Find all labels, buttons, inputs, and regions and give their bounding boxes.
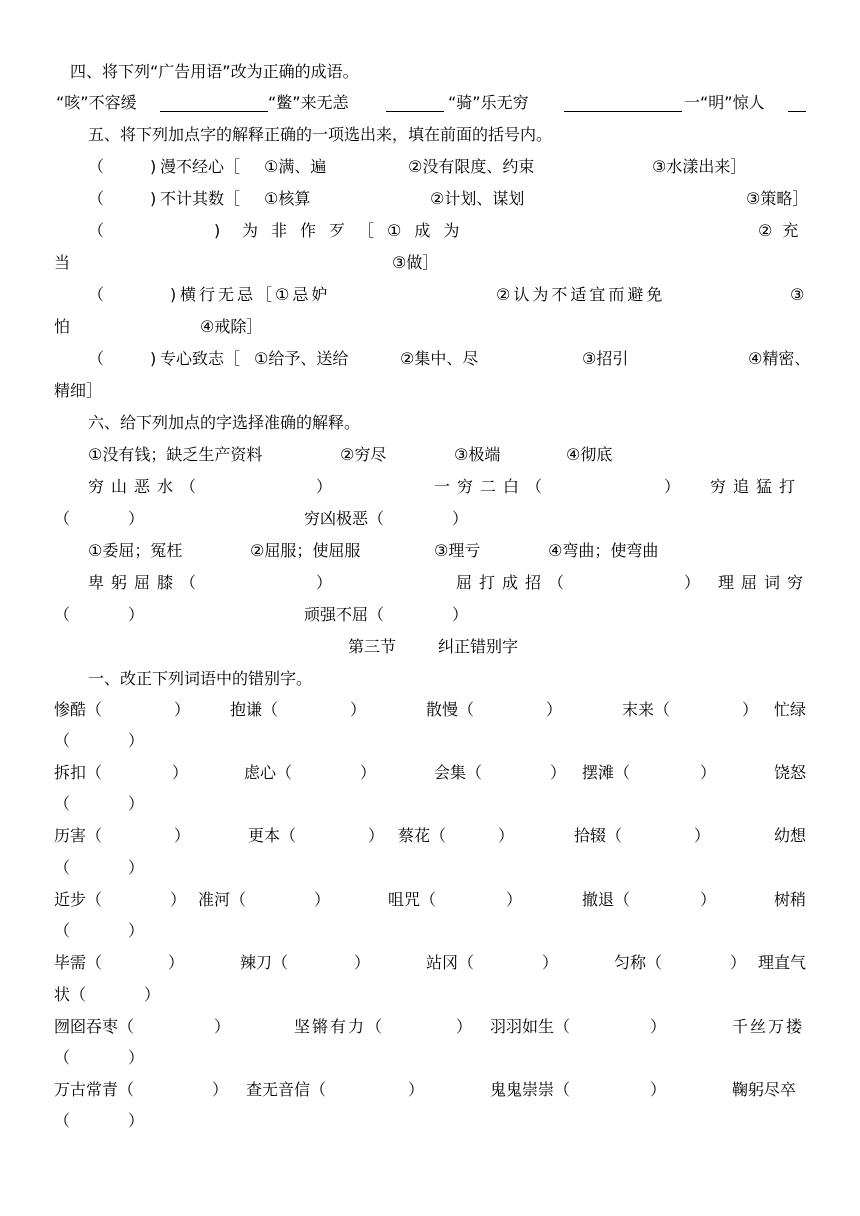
word-item: 鬼鬼崇崇（ <box>490 1080 571 1099</box>
paren-open: （ <box>88 349 105 368</box>
paren-open: （ <box>88 221 105 240</box>
option: ①满、遍 <box>264 157 327 176</box>
word-item: 顽强不屈（ <box>304 605 385 624</box>
option: ③ <box>790 285 805 304</box>
word-item: 会集（ <box>434 763 483 782</box>
option: ②没有限度、约束 <box>408 157 535 176</box>
paren-close: ） <box>506 890 523 909</box>
section-5-heading <box>88 123 842 147</box>
paren-close: ） <box>700 890 717 909</box>
section-3-title <box>54 635 808 659</box>
idiom-item: “咳”不容缓 <box>56 93 137 112</box>
paren-close: ） <box>368 826 385 845</box>
option: ②穷尽 <box>340 445 387 464</box>
word-item: 虑心（ <box>244 763 293 782</box>
sec5-item-4-cont <box>54 315 808 339</box>
paren-close: ） <box>360 763 377 782</box>
paren-close: ） <box>314 890 331 909</box>
sec5-item-5-cont <box>54 379 808 403</box>
word-item: 拾辍（ <box>574 826 623 845</box>
word-item: 树稍 <box>774 890 807 909</box>
correction-row-cont <box>54 729 808 753</box>
correction-row <box>54 888 808 912</box>
word-item: 坚锵有力（ <box>294 1017 385 1036</box>
paren-close: ） <box>128 858 145 877</box>
paren-close: ） <box>546 700 563 719</box>
word-item: 咀咒（ <box>388 890 437 909</box>
paren-close: ） <box>128 731 145 750</box>
word-item: 匀称（ <box>614 953 663 972</box>
word-item: 拆扣（ <box>54 763 103 782</box>
section-4-heading <box>70 60 824 84</box>
paren-close: ） <box>498 826 515 845</box>
section-subtitle: 纠正错别字 <box>438 637 519 656</box>
correction-row-cont <box>54 1046 808 1070</box>
option: ③理亏 <box>434 541 481 560</box>
option: ①核算 <box>264 189 311 208</box>
paren-close: ） <box>700 763 717 782</box>
section-4-questions <box>56 91 816 115</box>
word-item: 撤退（ <box>582 890 631 909</box>
word-item: 惨酷（ <box>54 700 103 719</box>
paren-open: （ <box>54 794 71 813</box>
paren-open: （ <box>54 731 71 750</box>
word-item: 摆滩（ <box>582 763 631 782</box>
paren-open: （ <box>54 1048 71 1067</box>
item-word: 为非作歹［①成为 <box>242 221 473 240</box>
sec6-words-1-cont <box>54 507 808 531</box>
paren-close: ） <box>542 953 559 972</box>
idiom-item: “鳖”来无恙 <box>268 93 349 112</box>
paren-close: ） <box>128 921 145 940</box>
paren-close: ） <box>742 700 759 719</box>
word-item: 站冈（ <box>426 953 475 972</box>
sec6-words-2 <box>54 571 811 595</box>
correction-row-cont <box>54 983 808 1007</box>
paren-close: ） <box>684 573 701 592</box>
word-item: 囫囵吞枣（ <box>54 1017 135 1036</box>
word-item: 毕需（ <box>54 953 103 972</box>
paren-close: ） <box>170 890 187 909</box>
word-item: 羽羽如生（ <box>490 1017 571 1036</box>
word-item: 抱谦（ <box>230 700 279 719</box>
paren-close: ） <box>664 477 681 496</box>
option: ③策略］ <box>746 189 809 208</box>
paren-close: ） <box>456 1017 473 1036</box>
paren-close: ） <box>650 1080 667 1099</box>
paren-close: ） <box>214 1017 231 1036</box>
paren-close: ） <box>174 826 191 845</box>
sec6-options-2 <box>54 539 808 563</box>
word-item: 饶怒 <box>774 763 807 782</box>
sec6-words-2-cont <box>54 603 808 627</box>
word-item: 历害（ <box>54 826 103 845</box>
paren-close: ） <box>128 1111 145 1130</box>
word-item: 状（ <box>54 985 87 1004</box>
option: ①委屈；冤枉 <box>88 541 183 560</box>
option: ②计划、谋划 <box>430 189 525 208</box>
word-item: 更本（ <box>248 826 297 845</box>
paren-close: ） <box>354 953 371 972</box>
paren-close: ） <box>316 573 333 592</box>
answer-blank[interactable] <box>160 95 268 112</box>
paren-close: ） <box>128 1048 145 1067</box>
idiom-item: “骑”乐无穷 <box>448 93 529 112</box>
word-item: 万古常青（ <box>54 1080 135 1099</box>
paren-close: ） <box>174 700 191 719</box>
paren-close: ） <box>650 1017 667 1036</box>
paren-open: （ <box>54 605 71 624</box>
item-word: 不计其数［ <box>160 189 241 208</box>
heading-text: 五、将下列加点字的解释正确的一项选出来，填在前面的括号内。 <box>88 125 553 144</box>
paren-close: ） <box>694 826 711 845</box>
paren-open: （ <box>54 509 71 528</box>
option: ③水漾出来］ <box>652 157 747 176</box>
paren-close: ） <box>128 509 145 528</box>
heading-text: 六、给下列加点的字选择准确的解释。 <box>88 413 361 432</box>
word-item: 近步（ <box>54 890 103 909</box>
option: ②屈服；使屈服 <box>250 541 361 560</box>
option: ④戒除］ <box>200 317 263 336</box>
word-item: 穷追猛打 <box>710 477 803 496</box>
correction-row <box>54 698 808 722</box>
sec5-item-1: （ ) 漫不经心［ ①满、遍 ②没有限度、约束 ③水漾出来］ <box>54 155 808 179</box>
word-item: 理屈词穷 <box>718 573 811 592</box>
sec5-item-4: （ ) 横行无忌［①忌妒 ②认为不适宜而避免 ③ <box>54 283 808 307</box>
option: ③极端 <box>454 445 501 464</box>
option: ④彻底 <box>566 445 613 464</box>
paren-close: ） <box>172 763 189 782</box>
sec5-item-2: （ ) 不计其数［ ①核算 ②计划、谋划 ③策略］ <box>54 187 808 211</box>
paren-close: ） <box>408 1080 425 1099</box>
correction-row-cont <box>54 792 808 816</box>
paren-open: （ <box>54 858 71 877</box>
section-title: 第三节 <box>348 637 397 656</box>
correction-row-cont <box>54 1109 808 1133</box>
sec5-item-3-cont <box>54 251 808 275</box>
item-word: 横行无忌［①忌妒 <box>180 285 331 304</box>
option: ②集中、尽 <box>400 349 479 368</box>
paren-close: ） <box>350 700 367 719</box>
word-item: 辣刀（ <box>240 953 289 972</box>
sec6-words-1 <box>54 475 808 499</box>
paren-close: ） <box>168 953 185 972</box>
paren-close: ） <box>550 763 567 782</box>
word-item: 卑躬屈膝（ <box>88 573 204 592</box>
paren-close: ） <box>452 605 469 624</box>
item-word: 漫不经心［ <box>160 157 241 176</box>
continuation: 精细］ <box>54 381 103 400</box>
option: ④精密、 <box>748 349 811 368</box>
word-item: 准河（ <box>198 890 247 909</box>
correction-row <box>54 1078 808 1102</box>
word-item: 一穷二白（ <box>434 477 550 496</box>
continuation: 当 <box>54 253 71 272</box>
paren-open: （ <box>54 921 71 940</box>
continuation: 怕 <box>54 317 71 336</box>
word-item: 穷凶极恶（ <box>304 509 385 528</box>
correction-row-cont <box>54 919 808 943</box>
section-6-heading <box>88 411 842 435</box>
correction-row <box>54 824 808 848</box>
word-item: 查无音信（ <box>246 1080 327 1099</box>
paren-close: ） <box>212 1080 229 1099</box>
item-word: 专心致志［ <box>160 349 241 368</box>
option: ②充 <box>758 221 809 240</box>
word-item: 理直气 <box>758 953 807 972</box>
word-item: 千丝万搂 <box>732 1017 805 1036</box>
answer-blank[interactable] <box>788 95 806 112</box>
paren-open: （ <box>88 189 105 208</box>
option: ④弯曲；使弯曲 <box>548 541 659 560</box>
paren-close: ） <box>144 985 161 1004</box>
option: ①没有钱；缺乏生产资料 <box>88 445 263 464</box>
section-1-heading <box>88 667 842 691</box>
paren-close: ） <box>316 477 333 496</box>
paren-close: ） <box>730 953 747 972</box>
word-item: 散慢（ <box>426 700 475 719</box>
word-item: 末来（ <box>622 700 671 719</box>
correction-row <box>54 951 808 975</box>
paren-open: （ <box>88 157 105 176</box>
option: ③做］ <box>392 253 439 272</box>
option: ②认为不适宜而避免 <box>496 285 666 304</box>
paren-close: ） <box>128 794 145 813</box>
word-item: 屈打成招（ <box>456 573 572 592</box>
option: ③招引 <box>582 349 629 368</box>
correction-row-cont <box>54 856 808 880</box>
word-item: 忙绿 <box>774 700 807 719</box>
option: ①给予、送给 <box>254 349 349 368</box>
idiom-item: 一“明”惊人 <box>684 93 765 112</box>
answer-blank[interactable] <box>564 95 682 112</box>
answer-blank[interactable] <box>386 95 444 112</box>
correction-row <box>54 1015 808 1039</box>
word-item: 鞠躬尽卒 <box>732 1080 797 1099</box>
paren-close: ） <box>452 509 469 528</box>
word-item: 穷山恶水（ <box>88 477 204 496</box>
heading-text: 一、改正下列词语中的错别字。 <box>88 669 313 688</box>
sec5-item-3: （ ) 为非作歹［①成为 ②充 <box>54 219 808 243</box>
word-item: 幼想 <box>774 826 807 845</box>
paren-open: （ <box>88 285 105 304</box>
sec6-options-1 <box>54 443 808 467</box>
paren-open: （ <box>54 1111 71 1130</box>
sec5-item-5: （ ) 专心致志［ ①给予、送给 ②集中、尽 ③招引 ④精密、 <box>54 347 808 371</box>
word-item: 蔡花（ <box>398 826 447 845</box>
heading-text: 四、将下列“广告用语”改为正确的成语。 <box>70 62 359 81</box>
paren-close: ） <box>128 605 145 624</box>
correction-row <box>54 761 808 785</box>
